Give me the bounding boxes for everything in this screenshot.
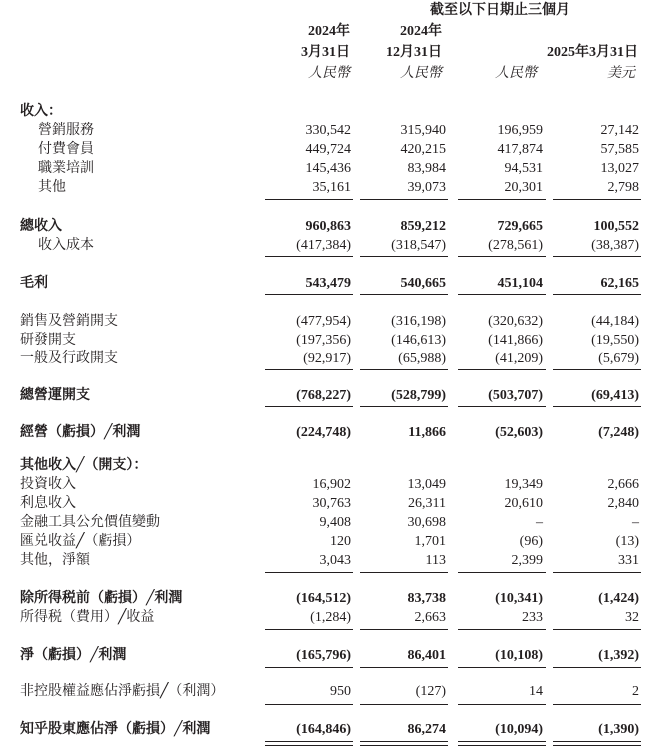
value-cell: 62,165 xyxy=(600,276,639,291)
col1-year: 2024年 xyxy=(308,24,350,39)
row-label: 利息收入 xyxy=(20,496,76,511)
value-cell: (96) xyxy=(519,534,543,549)
value-cell: 83,738 xyxy=(407,591,446,606)
value-cell: 120 xyxy=(330,534,351,549)
row-label: 一般及行政開支 xyxy=(20,351,118,366)
row-label: 職業培訓 xyxy=(38,161,94,176)
value-cell: (92,917) xyxy=(303,351,351,366)
value-cell: 859,212 xyxy=(400,219,446,234)
value-cell: 2,666 xyxy=(607,477,639,492)
value-cell: 3,043 xyxy=(319,553,351,568)
value-cell: 2 xyxy=(632,684,639,699)
row-label-net-result: 淨（虧損）╱利潤 xyxy=(20,648,127,663)
period-title: 截至以下日期止三個月 xyxy=(430,3,570,18)
rule xyxy=(553,294,641,295)
value-cell: 540,665 xyxy=(400,276,446,291)
value-cell: 13,049 xyxy=(407,477,446,492)
value-cell: (10,108) xyxy=(495,648,543,663)
value-cell: 14 xyxy=(529,684,543,699)
rule xyxy=(360,256,448,257)
value-cell: (278,561) xyxy=(488,238,543,253)
value-cell: 100,552 xyxy=(593,219,639,234)
value-cell: (1,424) xyxy=(598,591,639,606)
value-cell: (768,227) xyxy=(296,388,351,403)
col1-date: 3月31日 xyxy=(301,45,350,60)
col1-unit: 人民幣 xyxy=(308,66,350,81)
value-cell: (146,613) xyxy=(391,333,446,348)
col34-date: 2025年3月31日 xyxy=(547,45,638,60)
value-cell: 960,863 xyxy=(305,219,351,234)
value-cell: (477,954) xyxy=(296,314,351,329)
rule xyxy=(458,406,546,407)
value-cell: 83,984 xyxy=(407,161,446,176)
rule xyxy=(360,629,448,630)
rule xyxy=(360,572,448,573)
value-cell: 233 xyxy=(522,610,543,625)
row-label: 收入成本 xyxy=(38,238,94,253)
value-cell: 57,585 xyxy=(600,142,639,157)
rule xyxy=(458,667,546,668)
value-cell: (44,184) xyxy=(591,314,639,329)
value-cell: – xyxy=(536,515,543,530)
value-cell: 2,798 xyxy=(607,180,639,195)
value-cell: 35,161 xyxy=(312,180,351,195)
row-label: 金融工具公允價值變動 xyxy=(20,515,160,530)
value-cell: 330,542 xyxy=(305,123,351,138)
value-cell: (10,341) xyxy=(495,591,543,606)
value-cell: 2,399 xyxy=(511,553,543,568)
value-cell: 196,959 xyxy=(497,123,543,138)
row-label: 營銷服務 xyxy=(38,123,94,138)
col2-unit: 人民幣 xyxy=(400,66,442,81)
rule xyxy=(360,369,448,370)
rule xyxy=(265,704,353,705)
value-cell: 86,401 xyxy=(407,648,446,663)
col4-unit: 美元 xyxy=(607,66,635,81)
row-label: 其他 xyxy=(38,180,66,195)
rule xyxy=(265,572,353,573)
value-cell: (224,748) xyxy=(296,425,351,440)
rule xyxy=(553,667,641,668)
rule xyxy=(458,256,546,257)
rule xyxy=(265,629,353,630)
double-rule xyxy=(265,741,353,746)
value-cell: 113 xyxy=(425,553,446,568)
row-label-total-revenue: 總收入 xyxy=(20,219,62,234)
value-cell: (5,679) xyxy=(598,351,639,366)
value-cell: 950 xyxy=(330,684,351,699)
rule xyxy=(265,406,353,407)
row-label: 匯兑收益╱（虧損） xyxy=(20,534,141,549)
rule xyxy=(553,704,641,705)
value-cell: (417,384) xyxy=(296,238,351,253)
value-cell: 315,940 xyxy=(400,123,446,138)
value-cell: 9,408 xyxy=(319,515,351,530)
row-label: 銷售及營銷開支 xyxy=(20,314,118,329)
value-cell: 16,902 xyxy=(312,477,351,492)
row-label: 所得税（費用）╱收益 xyxy=(20,610,155,625)
row-label-revenue-heading: 收入： xyxy=(20,104,62,119)
rule xyxy=(458,199,546,200)
rule xyxy=(458,572,546,573)
row-label: 非控股權益應佔淨虧損╱（利潤） xyxy=(20,684,225,699)
value-cell: (10,094) xyxy=(495,722,543,737)
value-cell: 417,874 xyxy=(497,142,543,157)
rule xyxy=(553,199,641,200)
row-label-operating-result: 經營（虧損）╱利潤 xyxy=(20,425,141,440)
rule xyxy=(360,667,448,668)
value-cell: 26,311 xyxy=(408,496,446,511)
rule xyxy=(458,629,546,630)
double-rule xyxy=(458,741,546,746)
rule xyxy=(553,629,641,630)
row-label: 其他，淨額 xyxy=(20,553,90,568)
rule xyxy=(265,369,353,370)
value-cell: (19,550) xyxy=(591,333,639,348)
value-cell: (52,603) xyxy=(495,425,543,440)
value-cell: (165,796) xyxy=(296,648,351,663)
row-label-pretax: 除所得税前（虧損）╱利潤 xyxy=(20,591,183,606)
row-label-gross-profit: 毛利 xyxy=(20,276,48,291)
double-rule xyxy=(360,741,448,746)
value-cell: (1,392) xyxy=(598,648,639,663)
rule xyxy=(458,704,546,705)
col2-date: 12月31日 xyxy=(386,45,442,60)
value-cell: (1,390) xyxy=(598,722,639,737)
value-cell: 11,866 xyxy=(408,425,446,440)
value-cell: 420,215 xyxy=(400,142,446,157)
value-cell: (1,284) xyxy=(310,610,351,625)
value-cell: (41,209) xyxy=(495,351,543,366)
rule xyxy=(458,294,546,295)
value-cell: (316,198) xyxy=(391,314,446,329)
rule xyxy=(360,294,448,295)
value-cell: 331 xyxy=(618,553,639,568)
value-cell: 20,610 xyxy=(504,496,543,511)
value-cell: 1,701 xyxy=(414,534,446,549)
rule xyxy=(265,199,353,200)
value-cell: 39,073 xyxy=(407,180,446,195)
value-cell: 30,698 xyxy=(407,515,446,530)
value-cell: 94,531 xyxy=(504,161,543,176)
value-cell: 729,665 xyxy=(497,219,543,234)
value-cell: 27,142 xyxy=(600,123,639,138)
value-cell: (7,248) xyxy=(598,425,639,440)
value-cell: 30,763 xyxy=(312,496,351,511)
row-label-other-heading: 其他收入╱（開支）： xyxy=(20,458,148,473)
rule xyxy=(553,256,641,257)
value-cell: (164,846) xyxy=(296,722,351,737)
value-cell: (38,387) xyxy=(591,238,639,253)
value-cell: (65,988) xyxy=(398,351,446,366)
col3-unit: 人民幣 xyxy=(495,66,537,81)
rule xyxy=(553,369,641,370)
rule xyxy=(360,704,448,705)
value-cell: (320,632) xyxy=(488,314,543,329)
value-cell: 19,349 xyxy=(504,477,543,492)
value-cell: 2,663 xyxy=(414,610,446,625)
row-label-total-opex: 總營運開支 xyxy=(20,388,90,403)
value-cell: (69,413) xyxy=(591,388,639,403)
value-cell: 2,840 xyxy=(607,496,639,511)
rule xyxy=(265,256,353,257)
value-cell: 86,274 xyxy=(407,722,446,737)
double-rule xyxy=(553,741,641,746)
value-cell: (503,707) xyxy=(488,388,543,403)
col2-year: 2024年 xyxy=(400,24,442,39)
rule xyxy=(553,406,641,407)
rule xyxy=(265,294,353,295)
value-cell: 543,479 xyxy=(305,276,351,291)
value-cell: (127) xyxy=(415,684,446,699)
row-label: 投資收入 xyxy=(20,477,76,492)
rule xyxy=(265,667,353,668)
value-cell: (197,356) xyxy=(296,333,351,348)
value-cell: 145,436 xyxy=(305,161,351,176)
row-label: 研發開支 xyxy=(20,333,76,348)
value-cell: – xyxy=(632,515,639,530)
value-cell: (318,547) xyxy=(391,238,446,253)
value-cell: 13,027 xyxy=(600,161,639,176)
value-cell: (528,799) xyxy=(391,388,446,403)
value-cell: 20,301 xyxy=(504,180,543,195)
value-cell: 451,104 xyxy=(497,276,543,291)
rule xyxy=(458,369,546,370)
rule xyxy=(553,572,641,573)
row-label-attributable: 知乎股東應佔淨（虧損）╱利潤 xyxy=(20,722,211,737)
row-label: 付費會員 xyxy=(38,142,94,157)
value-cell: 32 xyxy=(625,610,639,625)
value-cell: (13) xyxy=(615,534,639,549)
rule xyxy=(360,199,448,200)
value-cell: 449,724 xyxy=(305,142,351,157)
value-cell: (141,866) xyxy=(488,333,543,348)
value-cell: (164,512) xyxy=(296,591,351,606)
rule xyxy=(360,406,448,407)
